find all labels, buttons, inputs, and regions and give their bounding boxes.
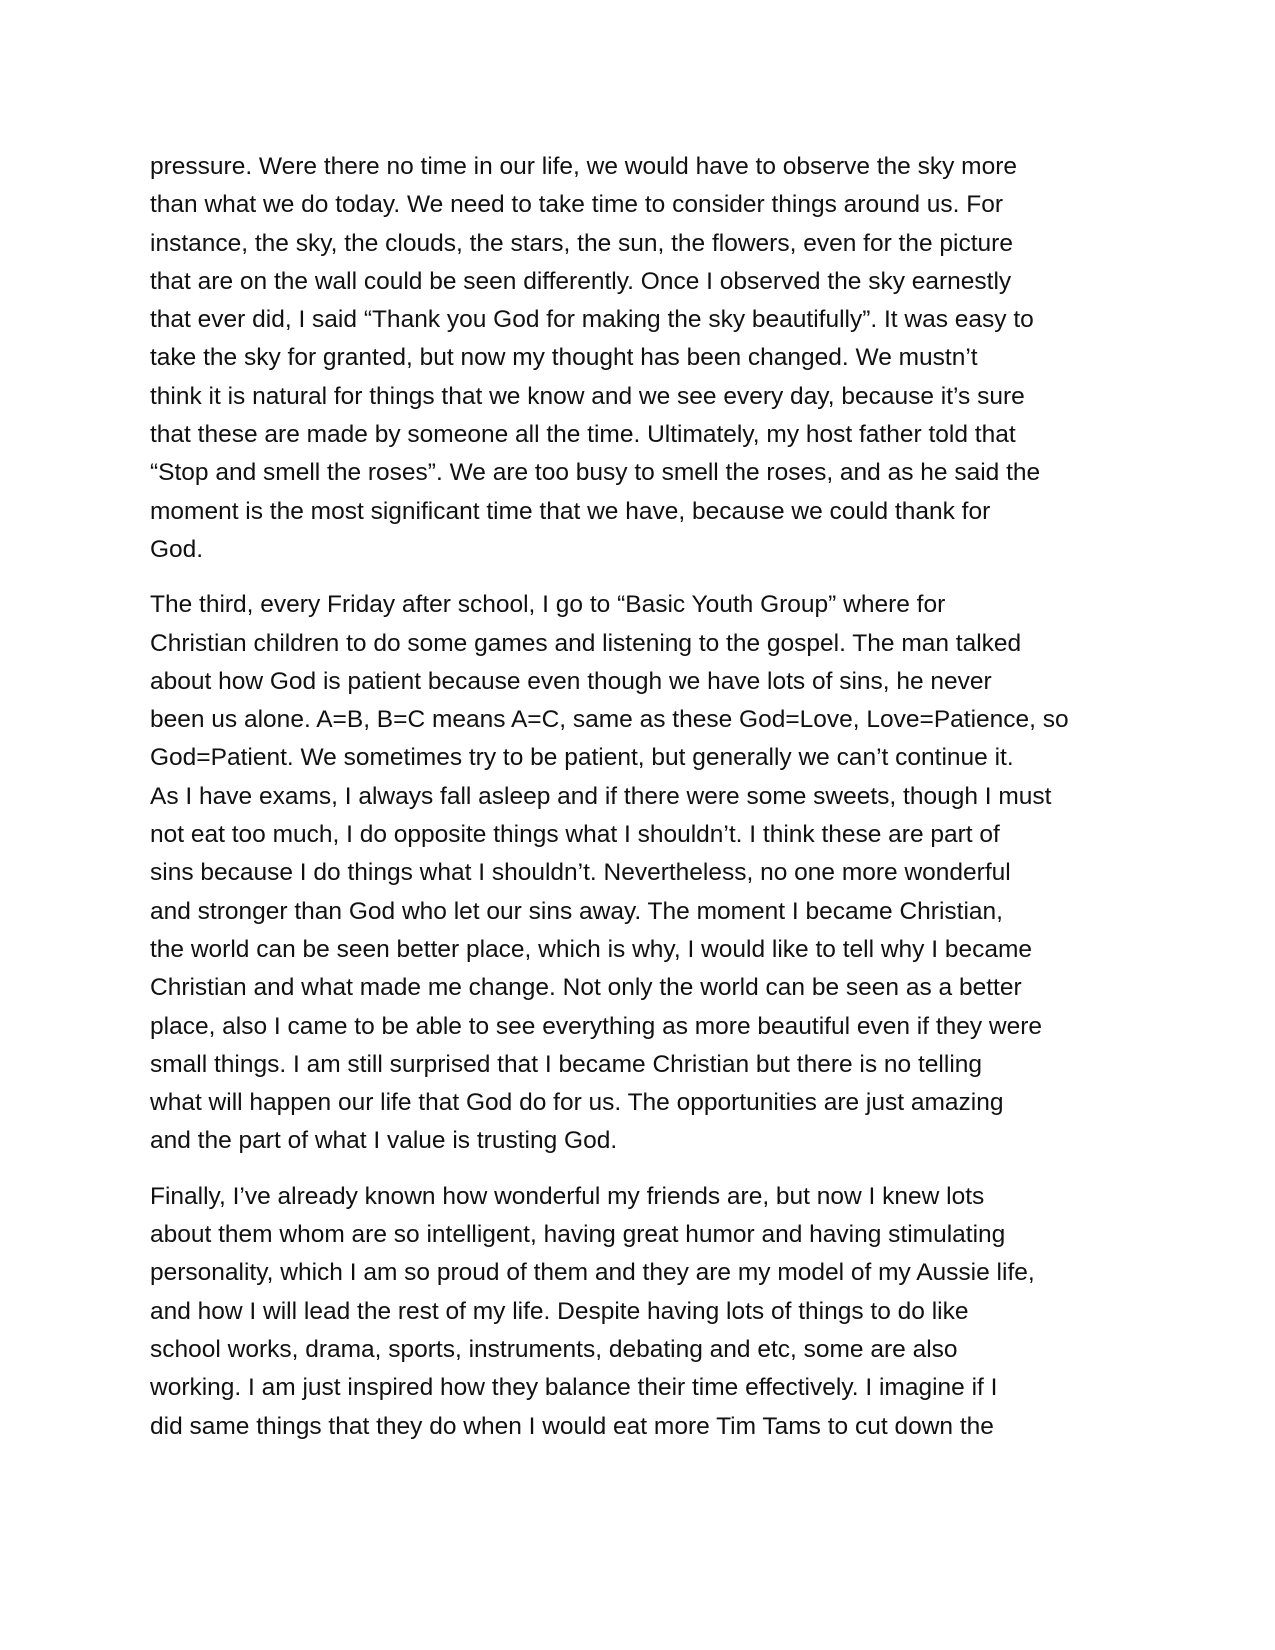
text-line: God. (150, 535, 204, 563)
text-line: think it is natural for things that we know and we see every day, because it’s sure (150, 382, 1025, 410)
text-line: Christian and what made me change. Not only the world can be seen as a better (150, 974, 1022, 1002)
text-line: the world can be seen better place, which is why, I would like to tell why I became (150, 935, 1032, 963)
text-line: and how I will lead the rest of my life. Despite having lots of things to do like (150, 1297, 969, 1325)
text-line: not eat too much, I do opposite things what I shouldn’t. I think these are part of (150, 821, 1000, 849)
text-line: and the part of what I value is trusting God. (150, 1127, 618, 1155)
text-line: Christian children to do some games and listening to the gospel. The man talked (150, 629, 1022, 657)
text-line: take the sky for granted, but now my thought has been changed. We mustn’t (150, 344, 978, 372)
text-line: what will happen our life that God do for us. The opportunities are just amazing (150, 1089, 1004, 1117)
text-line: place, also I came to be able to see everything as more beautiful even if they were (150, 1012, 1043, 1040)
text-line: than what we do today. We need to take time to consider things around us. For (150, 191, 1004, 219)
text-line: “Stop and smell the roses”. We are too busy to smell the roses, and as he said the (150, 459, 1041, 487)
text-line: did same things that they do when I would eat more Tim Tams to cut down the (150, 1412, 994, 1440)
paragraph-youth-group (150, 586, 1130, 1160)
document-body (150, 148, 1130, 1463)
text-line: that ever did, I said “Thank you God for making the sky beautifully”. It was easy to (150, 306, 1034, 334)
text-line: working. I am just inspired how they balance their time effectively. I imagine if I (150, 1374, 998, 1402)
text-line: moment is the most significant time that we have, because we could thank for (150, 497, 991, 525)
text-line: and stronger than God who let our sins away. The moment I became Christian, (150, 897, 1003, 925)
paragraph-sky (150, 148, 1130, 569)
text-line: instance, the sky, the clouds, the stars, the sun, the flowers, even for the picture (150, 229, 1013, 257)
text-line: school works, drama, sports, instruments, debating and etc, some are also (150, 1335, 958, 1363)
text-line: As I have exams, I always fall asleep and if there were some sweets, though I must (150, 782, 1052, 810)
text-line: small things. I am still surprised that I became Christian but there is no telling (150, 1050, 983, 1078)
text-line: Finally, I’ve already known how wonderful my friends are, but now I knew lots (150, 1182, 985, 1210)
text-line: that these are made by someone all the time. Ultimately, my host father told that (150, 421, 1016, 449)
text-line: about how God is patient because even though we have lots of sins, he never (150, 667, 992, 695)
text-line: been us alone. A=B, B=C means A=C, same as these God=Love, Love=Patience, so (150, 706, 1069, 734)
paragraph-friends (150, 1178, 1130, 1446)
text-line: about them whom are so intelligent, having great humor and having stimulating (150, 1221, 1006, 1249)
text-line: sins because I do things what I shouldn’t. Nevertheless, no one more wonderful (150, 859, 1011, 887)
text-line: that are on the wall could be seen differently. Once I observed the sky earnestly (150, 267, 1012, 295)
text-line: The third, every Friday after school, I go to “Basic Youth Group” where for (150, 591, 946, 619)
text-line: pressure. Were there no time in our life, we would have to observe the sky more (150, 153, 1017, 180)
text-line: personality, which I am so proud of them and they are my model of my Aussie life, (150, 1259, 1035, 1287)
text-line: God=Patient. We sometimes try to be patient, but generally we can’t continue it. (150, 744, 1014, 772)
